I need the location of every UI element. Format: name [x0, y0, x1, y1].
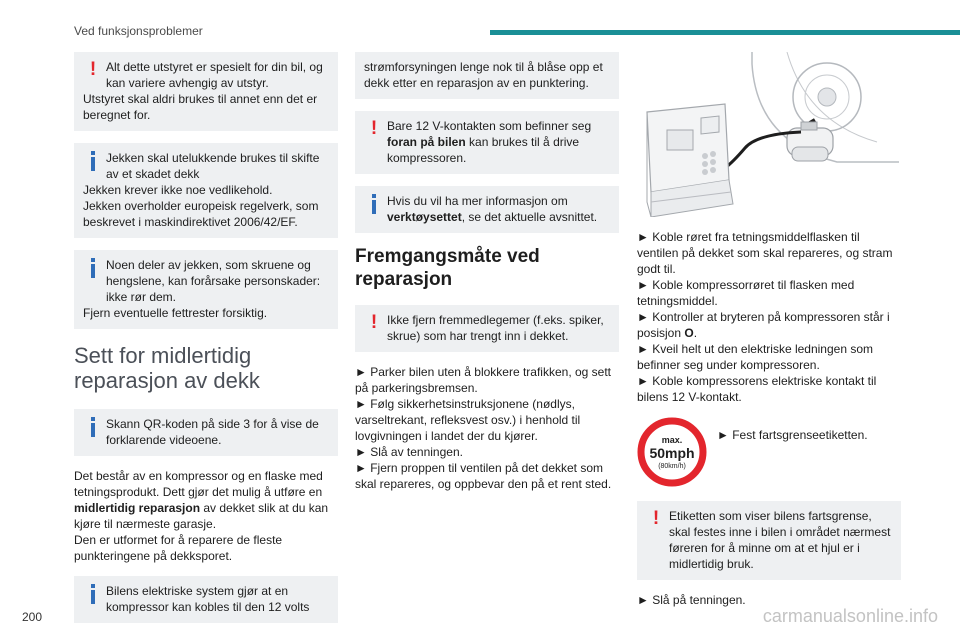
- speed-limit-step: [637, 417, 901, 487]
- info-icon: [86, 151, 100, 173]
- warning-note: [355, 111, 619, 174]
- info-icon: [86, 258, 100, 280]
- info-icon: [86, 584, 100, 606]
- info-icon: [86, 417, 100, 439]
- note-text: Hvis du vil ha mer informasjon om verktøysettet, se det aktuelle avsnittet.: [387, 194, 598, 224]
- step-item: ► Følg sikkerhetsinstruksjonene (nødlys, varseltrekant, refleksvest osv.) i henhold til lovgivningen i landet der du kjører.: [355, 397, 581, 443]
- step-item: ► Fest fartsgrenseetiketten.: [717, 428, 868, 442]
- compressor-illustration: [637, 52, 899, 217]
- info-note: [74, 143, 338, 238]
- watermark: carmanualsonline.info: [762, 606, 938, 626]
- note-text: Jekken skal utelukkende brukes til skifte av et skadet dekk: [106, 151, 320, 181]
- step-item: ► Kontroller at bryteren på kompressoren står i posisjon O.: [637, 310, 890, 340]
- column-middle: [355, 52, 619, 504]
- column-right: [637, 52, 901, 620]
- sign-sub-text: (80km/h): [658, 463, 686, 470]
- paragraph: Det består av en kompressor og en flaske med tetningsprodukt. Dett gjør det mulig å utføre en midlertidig reparasjon av dekket slik at du kan kjøre til nærmeste garasje. Den er utformet for å reparere de fleste punkteringene på dekksporet.: [74, 469, 329, 563]
- sign-main-text: 50mph: [649, 445, 695, 461]
- section-title: Sett for midlertidig reparasjon av dekk: [74, 343, 260, 393]
- warning-note: [74, 52, 338, 131]
- info-note: [74, 250, 338, 329]
- info-note: [74, 576, 338, 623]
- info-note: [355, 186, 619, 233]
- note-text: Skann QR-koden på side 3 for å vise de forklarende videoene.: [106, 417, 319, 447]
- column-left: [74, 52, 338, 635]
- note-text: strømforsyningen lenge nok til å blåse opp et dekk etter en reparasjon av en punktering.: [364, 60, 603, 90]
- warning-icon: !: [370, 118, 378, 139]
- note-text: Ikke fjern fremmedlegemer (f.eks. spiker, skrue) som har trengt inn i dekket.: [387, 313, 604, 343]
- note-text: Jekken overholder europeisk regelverk, som beskrevet i maskindirektivet 2006/42/EF.: [83, 199, 319, 229]
- steps-list: [637, 229, 901, 405]
- step-item: ► Kveil helt ut den elektriske ledningen som befinner seg under kompressoren.: [637, 342, 874, 372]
- warning-note: [355, 305, 619, 352]
- note-text: Fjern eventuelle fettrester forsiktig.: [83, 306, 268, 320]
- header-accent-bar: [490, 30, 960, 35]
- section-heading: Fremgangsmåte ved reparasjon: [355, 246, 540, 290]
- warning-icon: !: [370, 312, 378, 333]
- note-text: Bilens elektriske system gjør at en kompressor kan kobles til den 12 volts: [106, 584, 310, 614]
- step-item: ► Koble kompressorens elektriske kontakt til bilens 12 V-kontakt.: [637, 374, 877, 404]
- step-item: ► Koble røret fra tetningsmiddelflasken til ventilen på dekket som skal repareres, og stram godt til.: [637, 230, 893, 276]
- note-text: Alt dette utstyret er spesielt for din bil, og kan variere avhengig av utstyr.: [106, 60, 323, 90]
- note-text: Utstyret skal aldri brukes til annet enn det er beregnet for.: [83, 92, 318, 122]
- speed-limit-sign: [637, 417, 707, 487]
- step-item: ► Slå av tenningen.: [355, 445, 463, 459]
- note-text: Jekken krever ikke noe vedlikehold.: [83, 183, 273, 197]
- steps-list: [355, 364, 619, 492]
- step-item: ► Fjern proppen til ventilen på det dekket som skal repareres, og oppbevar den på et rent sted.: [355, 461, 612, 491]
- sign-top-text: max.: [661, 435, 683, 445]
- step-item: ► Parker bilen uten å blokkere trafikken, og sett på parkeringsbremsen.: [355, 365, 612, 395]
- info-note-continued: [355, 52, 619, 99]
- step-item: ► Slå på tenningen.: [637, 593, 746, 607]
- note-text: Noen deler av jekken, som skruene og hengslene, kan forårsake personskader: ikke rør dem.: [106, 258, 321, 304]
- step-item: ► Koble kompressorrøret til flasken med tetningsmiddel.: [637, 278, 855, 308]
- info-icon: [367, 194, 381, 216]
- note-text: Etiketten som viser bilens fartsgrense, skal festes inne i bilen i området nærmest føreren for å minne om at et hjul er i midlertidig bruk.: [669, 509, 891, 571]
- warning-icon: !: [89, 59, 97, 80]
- warning-note: [637, 501, 901, 580]
- running-header: Ved funksjonsproblemer: [74, 24, 203, 38]
- warning-icon: !: [652, 508, 660, 529]
- page-number: 200: [22, 610, 43, 624]
- note-text: Bare 12 V-kontakten som befinner seg foran på bilen kan brukes til å drive kompressoren.: [387, 119, 592, 165]
- info-note: [74, 409, 338, 456]
